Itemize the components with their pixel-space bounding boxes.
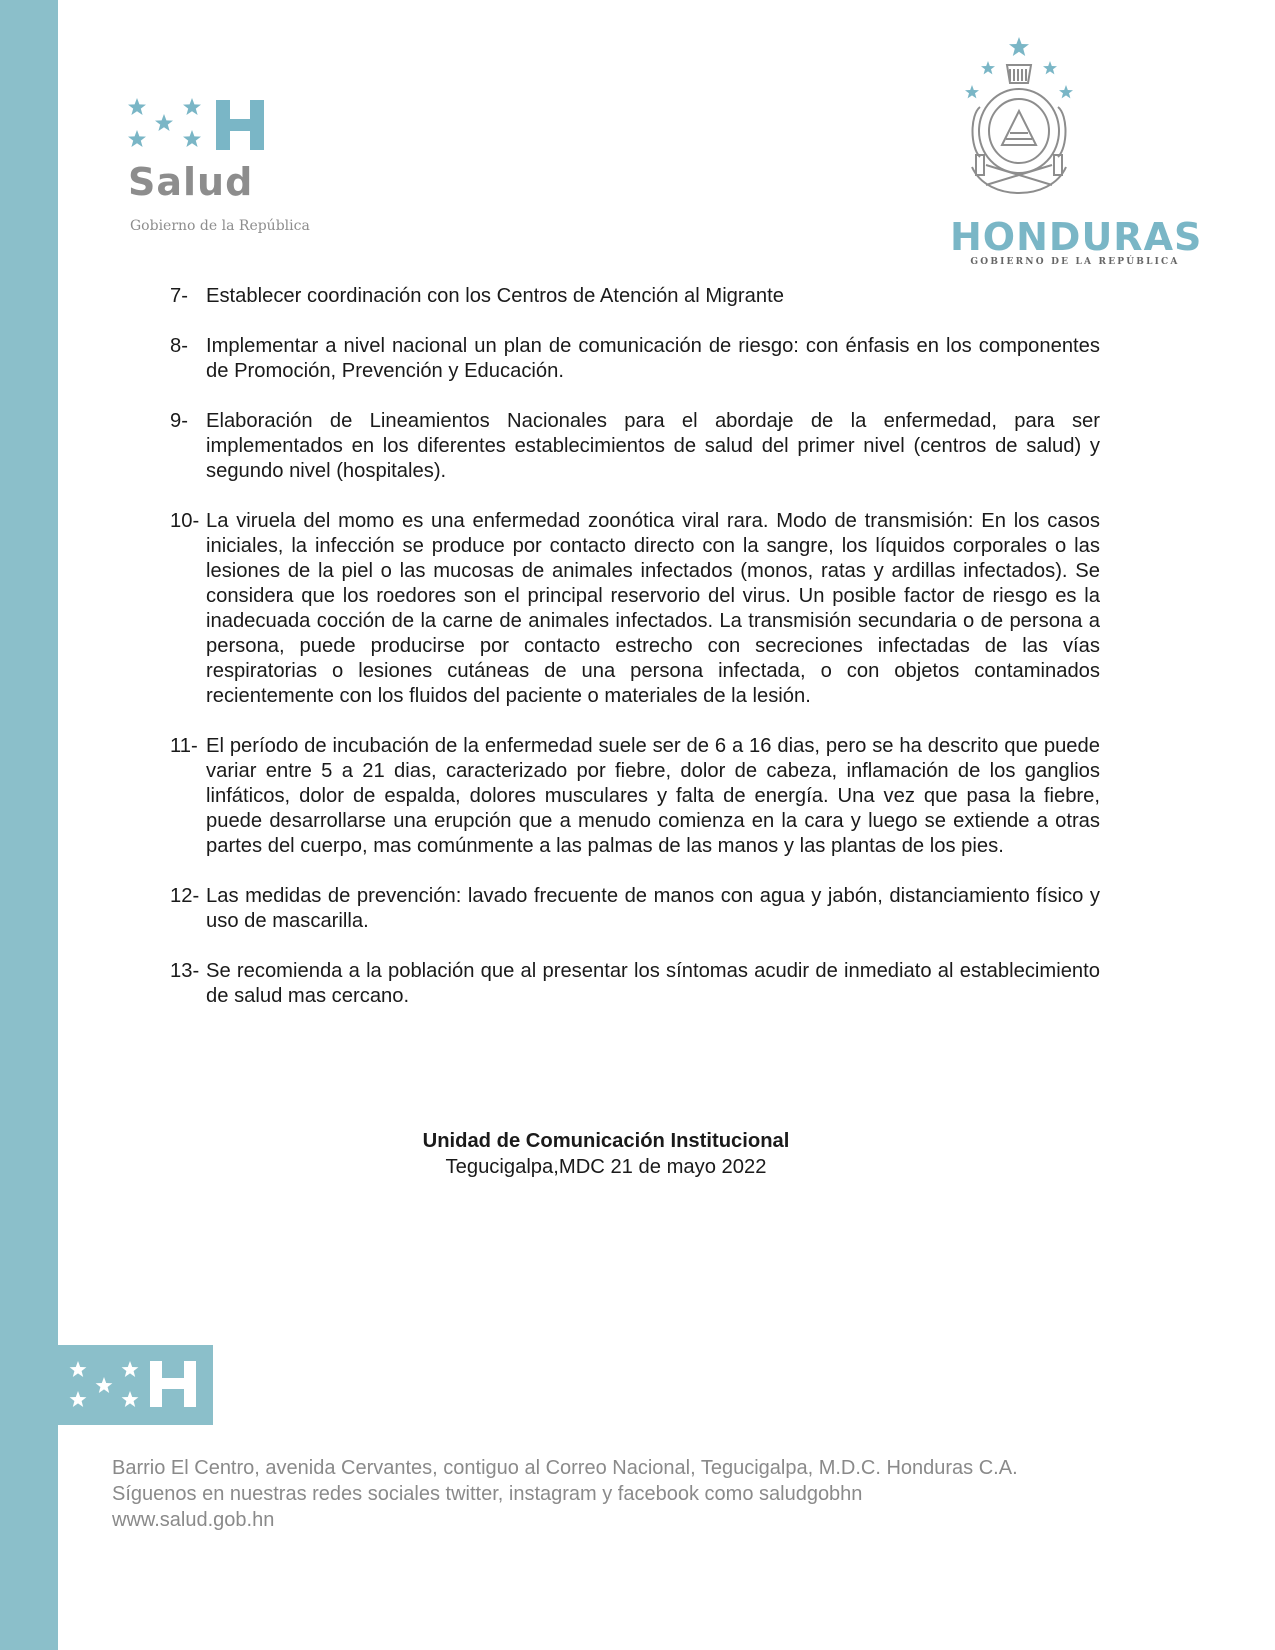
stars-icon: [58, 1345, 213, 1425]
item-text: Elaboración de Lineamientos Nacionales para el abordaje de la enfermedad, para ser implementados en los diferentes establecimientos de salud del primer nivel (centros de salud) y segundo nivel (hospitales).: [206, 410, 1100, 482]
left-accent-bar: [0, 0, 58, 1650]
item-text: Se recomienda a la población que al presentar los síntomas acudir de inmediato al establecimiento de salud mas cercano.: [206, 960, 1100, 1007]
item-text: Implementar a nivel nacional un plan de comunicación de riesgo: con énfasis en los componentes de Promoción, Prevención y Educación.: [206, 335, 1100, 382]
honduras-logo-subtitle: GOBIERNO DE LA REPÚBLICA: [970, 257, 1180, 267]
list-item: [170, 509, 1100, 709]
item-text: El período de incubación de la enfermedad suele ser de 6 a 16 dias, pero se ha descrito que puede variar entre 5 a 21 dias, caracterizado por fiebre, dolor de cabeza, inflamación de los ganglios linfáticos, dolor de espalda, dolores musculares y falta de energía. Una vez que pasa la fiebre, puede desarrollarse una erupción que a menudo comienza en la cara y luego se extiende a otras partes del cuerpo, mas comúnmente a las palmas de las manos y las plantas de los pies.: [206, 735, 1100, 857]
h-letter-icon: [216, 100, 264, 150]
item-number: 8-: [170, 335, 188, 357]
footer-social-line: Síguenos en nuestras redes sociales twitter, instagram y facebook como saludgobhn: [112, 1483, 863, 1505]
item-text: La viruela del momo es una enfermedad zoonótica viral rara. Modo de transmisión: En los casos iniciales, la infección se produce por contacto directo con la sangre, los líquidos corporales o las lesiones de la piel o las mucosas de animales infectados (monos, ratas y ardillas infectados). Se considera que los roedores son el principal reservorio del virus. Un posible factor de riesgo es la inadecuada cocción de la carne de animales infectados. La transmisión secundaria o de persona a persona, puede producirse por contacto estrecho con secreciones infectadas de las vías respiratorias o lesiones cutáneas de una persona infectada, o con objetos contaminados recientemente con los fluidos del paciente o materiales de la lesión.: [206, 510, 1100, 707]
h-letter-icon: [150, 1361, 196, 1407]
signature-block: [320, 1128, 892, 1180]
stars-icon: [128, 98, 210, 154]
signature-place-date: Tegucigalpa,MDC 21 de mayo 2022: [445, 1156, 767, 1178]
list-item: [170, 284, 1100, 309]
list-item: [170, 409, 1100, 484]
item-number: 7-: [170, 285, 188, 307]
honduras-logo-word: HONDURAS: [950, 215, 1203, 259]
item-number: 10-: [170, 510, 200, 532]
list-item: [170, 334, 1100, 384]
salud-logo: [128, 98, 328, 238]
footer-website-link[interactable]: www.salud.gob.hn: [112, 1509, 275, 1531]
coat-of-arms-icon: [950, 35, 1200, 213]
list-item: [170, 884, 1100, 934]
signature-unit: Unidad de Comunicación Institucional: [422, 1130, 790, 1152]
honduras-logo: [950, 35, 1203, 285]
footer-contact: [112, 1455, 1212, 1533]
list-item: [170, 959, 1100, 1009]
salud-logo-subtitle: Gobierno de la República: [130, 218, 310, 234]
item-number: 9-: [170, 410, 188, 432]
document-body: [170, 284, 1100, 1034]
item-number: 13-: [170, 960, 200, 982]
salud-logo-word: Salud: [128, 160, 254, 204]
item-text: Las medidas de prevención: lavado frecuente de manos con agua y jabón, distanciamiento físico y uso de mascarilla.: [206, 885, 1100, 932]
item-text: Establecer coordinación con los Centros de Atención al Migrante: [206, 285, 784, 307]
footer-logo: [58, 1345, 213, 1425]
item-number: 12-: [170, 885, 200, 907]
list-item: [170, 734, 1100, 859]
footer-address-line: Barrio El Centro, avenida Cervantes, contiguo al Correo Nacional, Tegucigalpa, M.D.C. Honduras C.A.: [112, 1457, 1018, 1479]
item-number: 11-: [170, 735, 198, 757]
